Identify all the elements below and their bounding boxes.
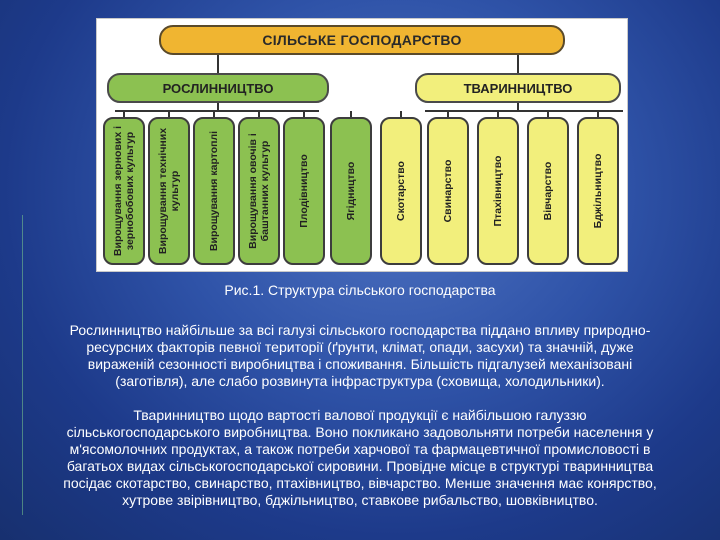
leaf-label: Бджільництво [592,153,604,229]
decorative-vertical-line [22,215,23,515]
leaf-label: Птахівництво [492,155,504,227]
connector-root-to-right [517,55,519,73]
leaf-beekeeping [577,117,619,265]
category-livestock: ТВАРИННИЦТВО [415,73,621,103]
connector-right-stem [517,103,519,111]
connector-left-stem [217,103,219,111]
agriculture-structure-diagram [96,18,628,272]
leaf-label: Вирощування картоплі [208,130,220,252]
leaf-sheep [527,117,569,265]
connector-right-bus [425,110,623,112]
connector-root-to-left [217,55,219,73]
leaf-fruit-growing [283,117,325,265]
leaf-potatoes [193,117,235,265]
leaf-cattle [380,117,422,265]
leaf-label: Плодівництво [298,154,310,228]
leaf-label: Вирощування зернових і зернобобових культур [112,125,136,257]
leaf-label: Свинарство [442,159,454,223]
paragraph-crop-production: Рослинництво найбільше за всі галузі сільського господарства піддано впливу природно-ресурсних факторів певної території (ґрунти, клімат, опади, засухи) та значній, дуже вираженій сезонності виробництва і споживання. Більшість підгалузей механізовані (заготівля), але слабо розвинута інфраструктура (сховища, холодильники). [69,322,651,389]
paragraph-livestock: Тваринництво щодо вартості валової продукції є найбільшою галуззю сільськогосподарського виробництва. Воно покликано задовольняти потреби населення у м'ясомолочних продуктах, а також потреби харчової та фармацевтичної промисловості в багатьох видах сільськогосподарської сировини. Провідне місце в структурі тваринництва посідає скотарство, свинарство, птахівництво, вівчарство. Менше значення має конярство, хутрове звірівництво, бджільництво, ставкове рибальство, шовківництво. [63,407,657,508]
root-node: СІЛЬСЬКЕ ГОСПОДАРСТВО [159,25,565,55]
leaf-grain-crops [103,117,145,265]
leaf-label: Ягідництво [345,161,357,221]
leaf-vegetables [238,117,280,265]
leaf-poultry [477,117,519,265]
leaf-industrial-crops [148,117,190,265]
leaf-label: Скотарство [395,161,407,221]
leaf-label: Вирощування овочів і баштанних культур [247,133,271,249]
leaf-berry-growing [330,117,372,265]
leaf-label: Вівчарство [542,161,554,221]
leaf-pigs [427,117,469,265]
leaf-label: Вирощування технічних культур [157,127,181,255]
figure-caption: Рис.1. Структура сільського господарства [224,282,496,298]
category-crop-production: РОСЛИННИЦТВО [107,73,329,103]
